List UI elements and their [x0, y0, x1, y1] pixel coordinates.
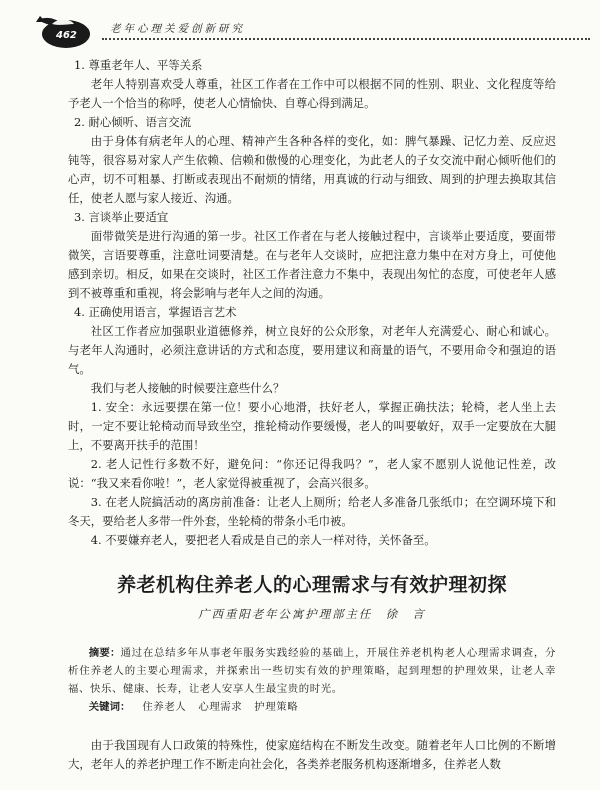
journal-title: 老年心理关爱创新研究: [110, 23, 245, 35]
keywords-line: [68, 698, 556, 716]
paragraph: 社区工作者应加强职业道德修养，树立良好的公众形象，对老年人充满爱心、耐心和诚心。与老年人沟通时，必须注意讲话的方式和态度，要用建议和商量的语气，不要用命令和强迫的语气。: [68, 324, 556, 376]
section-heading: 4. 正确使用语言，掌握语言艺术: [74, 305, 237, 319]
keywords-label: 关键词：: [88, 701, 131, 713]
section-heading: 3. 言谈举止要适宜: [74, 210, 169, 224]
abstract-text: 通过在总结多年从事老年服务实践经验的基础上，开展住养老机构老人心理需求调查，分析住养老人的主要心理需求，并探索出一些切实有效的护理策略，起到理想的护理效果，让老人幸福、快乐、健康、长寿，让老人安享人生最宝贵的时光。: [68, 647, 556, 695]
body-paragraph: 由于我国现有人口政策的特殊性，使家庭结构在不断发生改变。随着老年人口比例的不断增大，老年人的养老护理工作不断走向社会化，各类养老服务机构逐渐增多，住养老人数: [68, 738, 556, 771]
abstract-label: 摘要：: [88, 647, 121, 659]
tip-item: 2. 老人记性行多数不好，避免问：“你还记得我吗？”，老人家不愿别人说他记性差，改说：“我又来看你啦！”，老人家觉得被重视了，会高兴很多。: [68, 457, 556, 490]
paragraph: 老年人特别喜欢受人尊重，社区工作者在工作中可以根据不同的性别、职业、文化程度等给予老人一个恰当的称呼，使老人心情愉快、自尊心得到满足。: [68, 77, 556, 110]
keyword: 护理策略: [254, 701, 299, 713]
abstract-block: [68, 644, 556, 716]
page-number: 462: [56, 30, 77, 41]
tip-item: 1. 安全：永远要摆在第一位！要小心地滑，扶好老人，掌握正确扶法；轮椅，老人坐上去时，一定不要让轮椅动而导致坐空，推轮椅动作要缓慢，老人的叫要敏好，双手一定要放在大腿上，不要离开扶手的范围！: [68, 400, 556, 452]
keyword: 心理需求: [198, 701, 243, 713]
header-divider: [102, 38, 590, 42]
paragraph: 面带微笑是进行沟通的第一步。社区工作者在与老人接触过程中，言谈举止要适度，要面带微笑，言语要尊重，注意吐词要清楚。在与老年人交谈时，应把注意力集中在对方身上，可使他感到亲切。相反，如果在交谈时，社区工作者注意力不集中，表现出匆忙的态度，可使老年人感到不被尊重和重视，将会影响与老年人之间的沟通。: [68, 229, 556, 300]
tip-item: 3. 在老人院搞活动的离房前准备：让老人上厕所；给老人多准备几张纸巾；在空调环境下和冬天，要给老人多带一件外套，坐轮椅的带条小毛巾被。: [68, 495, 556, 528]
tip-item: 4. 不要嫌弃老人，要把老人看成是自己的亲人一样对待，关怀备至。: [90, 533, 436, 547]
abstract: [68, 644, 556, 698]
page-header: [30, 10, 590, 50]
article-byline: 广西重阳老年公寓护理部主任 徐 言: [198, 607, 426, 621]
section-heading: 1. 尊重老年人、平等关系: [74, 58, 203, 72]
section-heading: 2. 耐心倾听、语言交流: [74, 115, 192, 129]
keyword: 住养老人: [142, 701, 187, 713]
page-content: [68, 56, 556, 774]
article-title: 养老机构住养老人的心理需求与有效护理初探: [116, 574, 507, 596]
paragraph: 由于身体有病老年人的心理、精神产生各种各样的变化，如：脾气暴躁、记忆力差、反应迟钝等，很容易对家人产生依赖、信赖和傲慢的心理变化，为此老人的子女交流中耐心倾听他们的心声，切不可粗暴、打断或表现出不耐烦的情绪，用真诚的行动与细致、周到的护理去换取其信任，使老人愿与家人接近、沟通。: [68, 134, 556, 205]
question-line: 我们与老人接触的时候要注意些什么？: [90, 381, 285, 395]
